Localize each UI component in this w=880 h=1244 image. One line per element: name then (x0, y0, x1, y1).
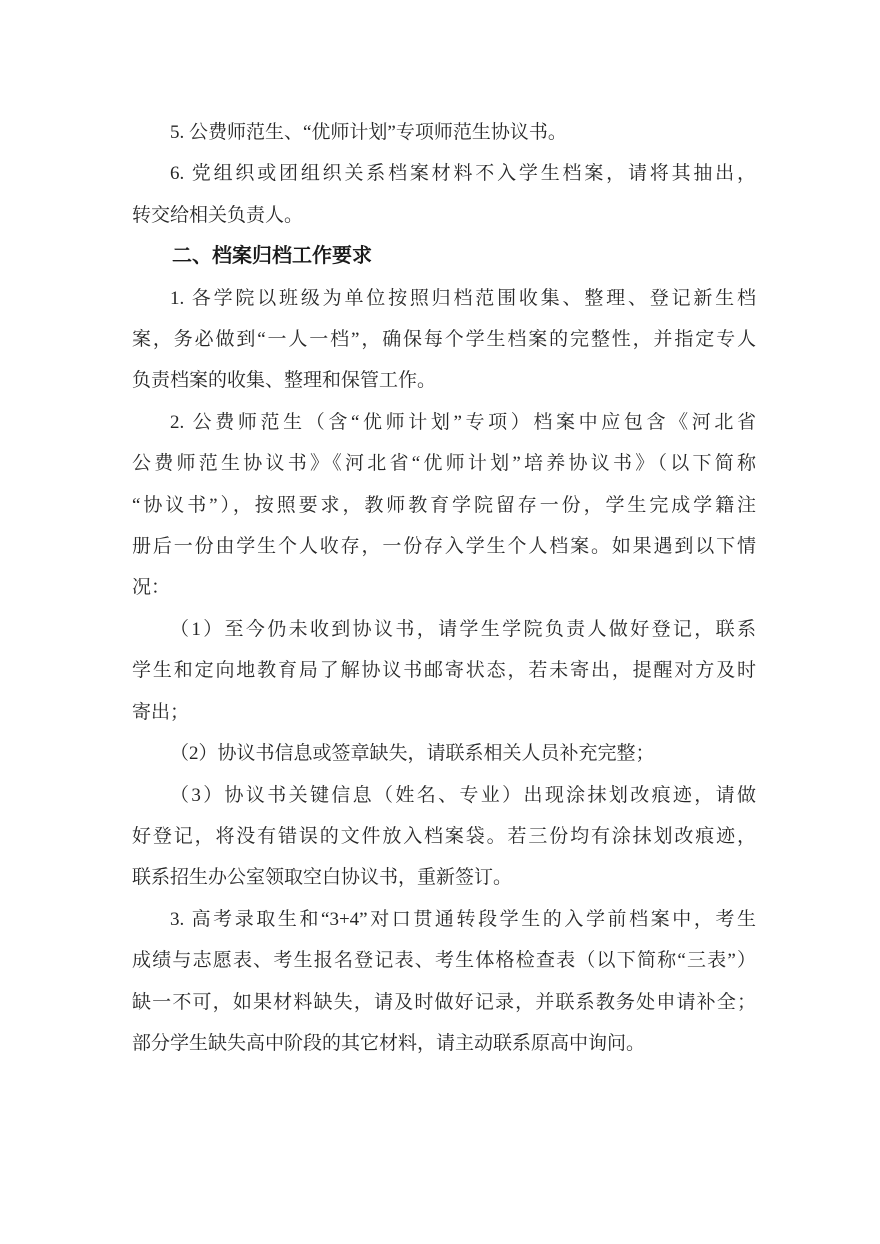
section-heading (132, 236, 756, 277)
text-line: 案，务必做到“一人一档”，确保每个学生档案的完整性，并指定专人 (132, 329, 756, 351)
text-line: 负责档案的收集、整理和保管工作。 (132, 370, 437, 392)
text-line: 册后一份由学生个人收存，一份存入学生个人档案。如果遇到以下情 (132, 536, 756, 558)
text-line: 缺一不可，如果材料缺失，请及时做好记录，并联系教务处申请补全； (132, 991, 756, 1013)
paragraph (132, 733, 756, 774)
text-line: 公费师范生协议书》《河北省“优师计划”培养协议书》（以下简称 (132, 453, 756, 475)
text-line: （2）协议书信息或签章缺失，请联系相关人员补充完整； (170, 743, 655, 765)
text-line: 3. 高考录取生和“3+4”对口贯通转段学生的入学前档案中，考生 (170, 908, 756, 930)
text-line: 成绩与志愿表、考生报名登记表、考生体格检查表（以下简称“三表”） (132, 950, 756, 972)
paragraph (132, 609, 756, 733)
text-line: （1）至今仍未收到协议书，请学生学院负责人做好登记，联系 (170, 618, 756, 640)
text-line: 部分学生缺失高中阶段的其它材料，请主动联系原高中询问。 (132, 1032, 646, 1054)
paragraph (132, 278, 756, 402)
paragraph (132, 775, 756, 899)
paragraph (132, 153, 756, 236)
text-line: 转交给相关负责人。 (132, 204, 304, 226)
text-line: 况： (132, 577, 171, 599)
text-line: （3）协议书关键信息（姓名、专业）出现涂抹划改痕迹，请做 (170, 784, 756, 806)
text-line: 寄出； (132, 701, 190, 723)
text-line: 2. 公费师范生（含“优师计划”专项）档案中应包含《河北省 (170, 411, 756, 433)
text-line: 6. 党组织或团组织关系档案材料不入学生档案，请将其抽出， (170, 163, 756, 185)
text-line: 联系招生办公室领取空白协议书，重新签订。 (132, 867, 513, 889)
document-body (132, 112, 756, 1064)
paragraph (132, 402, 756, 609)
text-line: 二、档案归档工作要求 (172, 245, 372, 268)
text-line: 学生和定向地教育局了解协议书邮寄状态，若未寄出，提醒对方及时 (132, 660, 756, 682)
text-line: 好登记，将没有错误的文件放入档案袋。若三份均有涂抹划改痕迹， (132, 825, 756, 847)
text-line: 1. 各学院以班级为单位按照归档范围收集、整理、登记新生档 (170, 287, 756, 309)
paragraph (132, 899, 756, 1065)
paragraph (132, 112, 756, 153)
text-line: “协议书”），按照要求，教师教育学院留存一份，学生完成学籍注 (132, 494, 756, 516)
text-line: 5. 公费师范生、“优师计划”专项师范生协议书。 (170, 122, 567, 143)
